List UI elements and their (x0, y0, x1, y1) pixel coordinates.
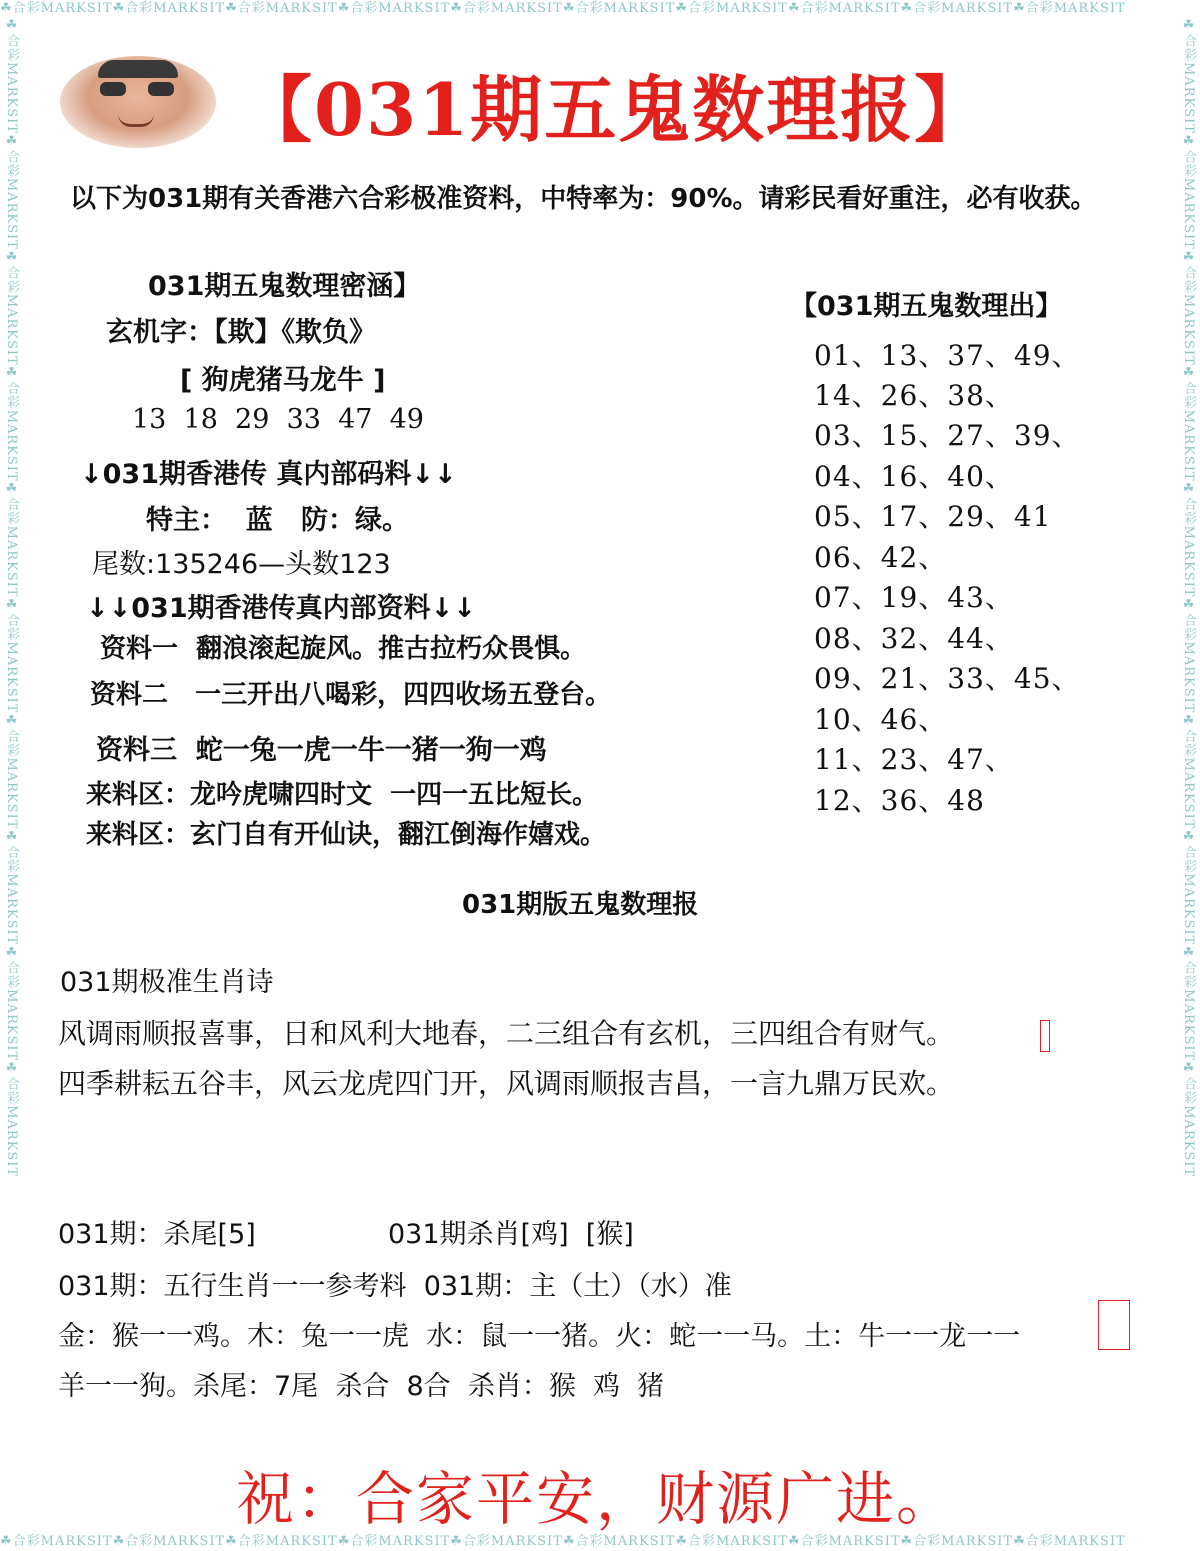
watermark-left: ☘合彩MARKSIT☘合彩MARKSIT☘合彩MARKSIT☘合彩MARKSIT☘合彩MARKSIT☘合彩MARKSIT☘合彩MARKSIT☘合彩MARKSIT☘合彩MARKSIT☘合彩MARKSIT (4, 18, 19, 1178)
watermark-bottom: ☘合彩MARKSIT☘合彩MARKSIT☘合彩MARKSIT☘合彩MARKSIT☘合彩MARKSIT☘合彩MARKSIT☘合彩MARKSIT☘合彩MARKSIT☘合彩MARKSIT☘合彩MARKSIT (0, 1534, 1126, 1549)
portrait-image (60, 56, 216, 148)
left-heading: 031期五鬼数理密涵】 (148, 271, 421, 302)
source-line-1: 来料区：龙吟虎啸四时文 一四一五比短长。 (86, 780, 599, 810)
elements-line-2: 羊一一狗。杀尾：7尾 杀合 8合 杀肖：猴 鸡 猪 (58, 1371, 665, 1402)
number-row: 07、19、43、 (814, 581, 1014, 614)
xuanji-line: 玄机字：【欺】《欺负》 (106, 317, 376, 348)
number-row: 10、46、 (814, 703, 948, 736)
kill-zodiac-line: 031期杀肖[鸡] [猴] (388, 1219, 634, 1250)
number-list: 13 18 29 33 47 49 (132, 404, 424, 435)
poem-line-1: 风调雨顺报喜事，日和风利大地春，二三组合有玄机，三四组合有财气。 (58, 1017, 955, 1050)
poem-line-2: 四季耕耘五谷丰，风云龙虎四门开，风调雨顺报吉昌，一言九鼎万民欢。 (58, 1067, 955, 1100)
tezhu-line: 特主： 蓝 防：绿。 (146, 505, 409, 536)
hk-line-2: ↓↓031期香港传真内部资料↓↓ (86, 593, 476, 624)
wuxing-line: 031期：五行生肖一一参考料 031期：主（土）（水）准 (58, 1271, 732, 1302)
number-row: 08、32、44、 (814, 622, 1014, 655)
seal-mark-large (1098, 1300, 1130, 1350)
seal-mark-small (1040, 1020, 1050, 1052)
portrait-eye-right (148, 82, 174, 96)
data-line-1: 资料一 翻浪滚起旋风。推古拉朽众畏惧。 (100, 634, 587, 664)
kill-tail-line: 031期：杀尾[5] (58, 1219, 256, 1250)
data-line-2: 资料二 一三开出八喝彩，四四收场五登台。 (90, 680, 612, 710)
number-row: 04、16、40、 (814, 460, 1014, 493)
watermark-right: ☘合彩MARKSIT☘合彩MARKSIT☘合彩MARKSIT☘合彩MARKSIT☘合彩MARKSIT☘合彩MARKSIT☘合彩MARKSIT☘合彩MARKSIT☘合彩MARKSIT☘合彩MARKSIT (1181, 18, 1196, 1178)
right-heading: 【031期五鬼数理出】 (790, 291, 1063, 322)
watermark-top: ☘合彩MARKSIT☘合彩MARKSIT☘合彩MARKSIT☘合彩MARKSIT☘合彩MARKSIT☘合彩MARKSIT☘合彩MARKSIT☘合彩MARKSIT☘合彩MARKSIT☘合彩MARKSIT (0, 1, 1126, 16)
hk-line-1: ↓031期香港传 真内部码料↓↓ (80, 459, 457, 490)
number-row: 05、17、29、41 (814, 500, 1052, 533)
poem-title: 031期极准生肖诗 (60, 967, 274, 998)
portrait-eye-left (100, 82, 126, 96)
intro-text: 以下为031期有关香港六合彩极准资料，中特率为：90%。请彩民看好重注，必有收获。 (70, 184, 1097, 214)
elements-line-1: 金：猴一一鸡。木：兔一一虎 水：鼠一一猪。火：蛇一一马。土：牛一一龙一一 (58, 1321, 1021, 1352)
data-line-3: 资料三 蛇一兔一虎一牛一猪一狗一鸡 (96, 735, 547, 766)
number-row: 12、36、48 (814, 784, 985, 817)
source-line-2: 来料区：玄门自有开仙诀，翻江倒海作嬉戏。 (86, 820, 607, 850)
page-title: 【031期五鬼数理报】 (240, 67, 989, 152)
number-row: 06、42、 (814, 541, 948, 574)
zodiac-list: [ 狗虎猪马龙牛 ] (180, 365, 386, 396)
sub-title: 031期版五鬼数理报 (462, 890, 699, 920)
number-row: 01、13、37、49、 (814, 339, 1081, 372)
number-row: 11、23、47、 (814, 743, 1014, 776)
portrait-hair (98, 60, 178, 78)
number-row: 14、26、38、 (814, 379, 1014, 412)
number-row: 09、21、33、45、 (814, 662, 1081, 695)
tail-head-line: 尾数:135246—头数123 (92, 549, 391, 580)
portrait-mouth (118, 114, 154, 127)
blessing-text: 祝：合家平安，财源广进。 (236, 1465, 957, 1533)
number-row: 03、15、27、39、 (814, 419, 1081, 452)
